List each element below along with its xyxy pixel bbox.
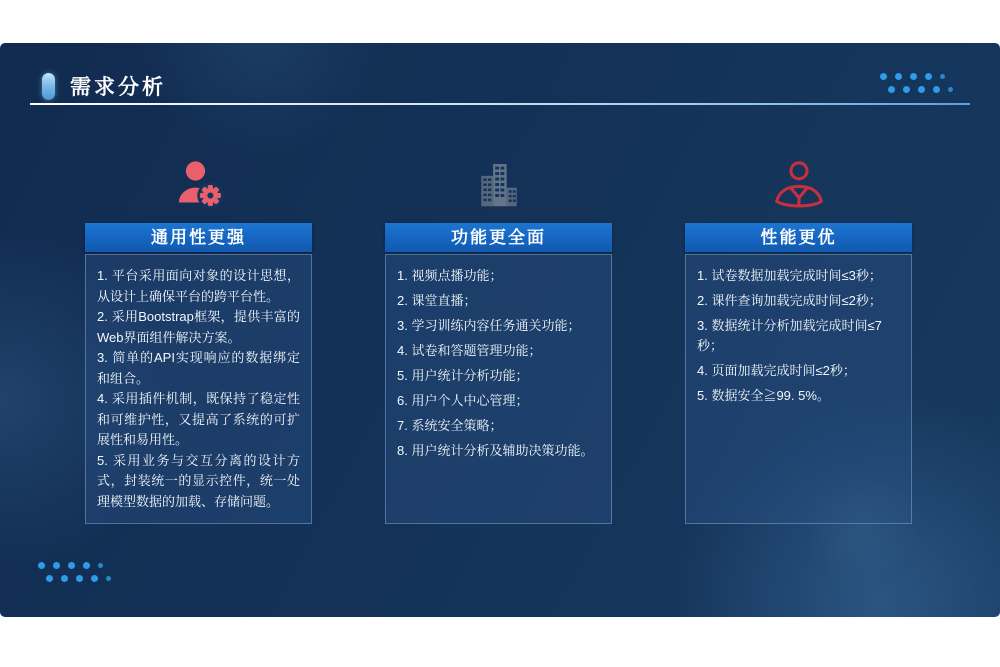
requirement-item: 1. 平台采用面向对象的设计思想，从设计上确保平台的跨平台性。 <box>97 268 300 304</box>
requirement-item: 2. 课堂直播； <box>397 293 477 308</box>
requirement-item: 4. 页面加载完成时间≤2秒； <box>697 363 856 378</box>
column-header-performance: 性能更优 <box>685 223 912 252</box>
requirement-item: 1. 视频点播功能； <box>397 268 503 283</box>
column-universality <box>85 155 312 524</box>
requirement-item: 2. 课件查询加载完成时间≤2秒； <box>697 293 882 308</box>
requirements-card-performance <box>685 254 912 524</box>
decor-dots-bottom-left <box>38 562 105 582</box>
column-header-universality: 通用性更强 <box>85 223 312 252</box>
requirement-item: 8. 用户统计分析及辅助决策功能。 <box>397 443 594 458</box>
requirement-item: 2. 采用Bootstrap框架，提供丰富的Web界面组件解决方案。 <box>97 309 300 345</box>
column-performance <box>685 155 912 524</box>
requirement-item: 1. 试卷数据加载完成时间≤3秒； <box>697 268 882 283</box>
title-pill-marker <box>42 73 55 100</box>
buildings-icon <box>472 155 526 213</box>
businessman-icon <box>772 155 826 213</box>
slide-canvas <box>0 43 1000 617</box>
requirement-item: 3. 学习训练内容任务通关功能； <box>397 318 581 333</box>
decor-dots-top-right <box>880 73 947 93</box>
slide-header <box>42 71 166 101</box>
header-divider <box>30 103 970 105</box>
requirement-item: 4. 采用插件机制，既保持了稳定性和可维护性，又提高了系统的可扩展性和易用性。 <box>97 391 300 447</box>
column-functions <box>385 155 612 524</box>
requirement-item: 5. 数据安全≧99. 5%。 <box>697 388 830 403</box>
page-title: 需求分析 <box>70 76 166 99</box>
columns-container <box>85 155 915 524</box>
requirement-item: 5. 采用业务与交互分离的设计方式，封装统一的显示控件，统一处理模型数据的加载、存储问题。 <box>97 452 300 509</box>
column-header-functions: 功能更全面 <box>385 223 612 252</box>
requirement-item: 4. 试卷和答题管理功能； <box>397 343 542 358</box>
requirement-item: 6. 用户个人中心管理； <box>397 393 529 408</box>
user-gear-icon <box>171 155 227 213</box>
requirement-item: 3. 简单的API实现响应的数据绑定和组合。 <box>97 350 300 386</box>
requirements-card-functions <box>385 254 612 524</box>
requirements-card-universality <box>85 254 312 524</box>
requirement-item: 3. 数据统计分析加载完成时间≤7秒； <box>697 318 882 353</box>
requirement-item: 7. 系统安全策略； <box>397 418 503 433</box>
requirement-item: 5. 用户统计分析功能； <box>397 368 529 383</box>
